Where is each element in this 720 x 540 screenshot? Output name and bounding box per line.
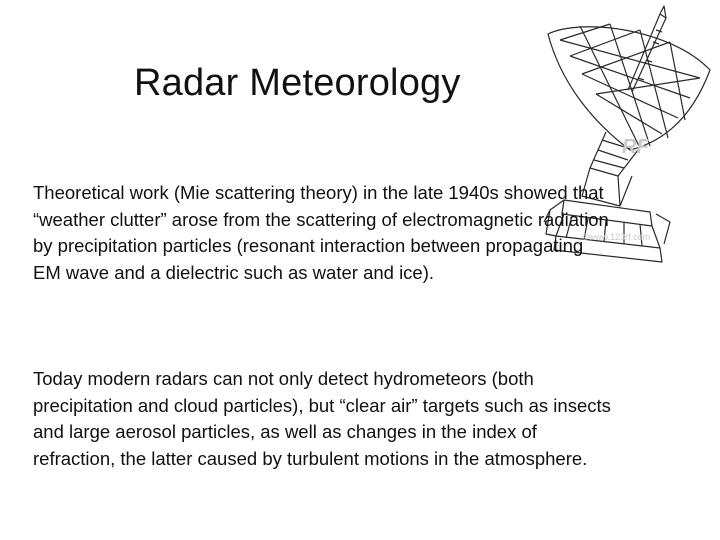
paragraph-mie-scattering: Theoretical work (Mie scattering theory) in the late 1940s showed that “weather clutter” arose from the scattering of electromagnetic radiation by precipitation particles (resonant interaction between propagating EM wave and a dielectric such as water and ice).	[33, 182, 609, 283]
slide-title: Radar Meteorology	[134, 62, 461, 104]
watermark-logo: RF	[622, 136, 649, 158]
paragraph-modern-radars: Today modern radars can not only detect hydrometeors (both precipitation and cloud particles), but “clear air” targets such as insects and large aerosol particles, as well as changes in the index of refraction, the latter caused by turbulent motions in the atmosphere.	[33, 368, 611, 469]
watermark-url: ©www.123rf.com	[582, 232, 651, 242]
